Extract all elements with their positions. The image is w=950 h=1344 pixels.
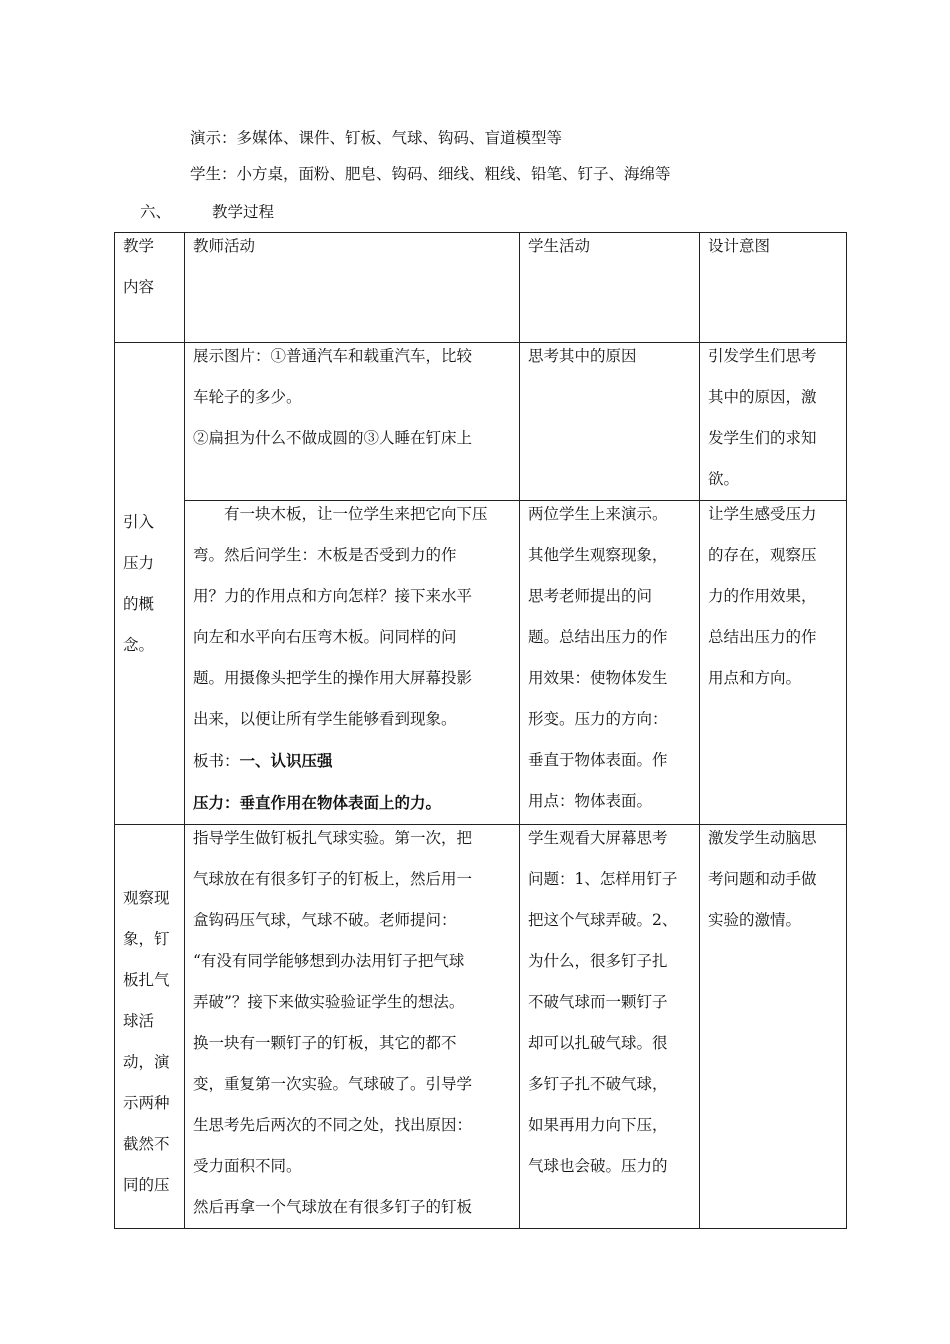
row1-board-title: 一、认识压强 <box>239 751 333 770</box>
header-content-text: 教学 内容 <box>123 237 155 296</box>
table-row <box>115 825 847 1229</box>
row2-teacher-text: 指导学生做钉板扎气球实验。第一次，把 气球放在有很多钉子的钉板上，然后用一 盒钩码压气球，气球不破。老师提问： “有没有同学能够想到办法用钉子把气球 弄破”？接下来做实验验证学生的想法。 换一块有一颗钉子的钉板，其它的都不 变，重复第一次实验。气球破了。引导学 生思考先后两次的不同之处，找出原因： 受力面积不同。 然后再拿一个气球放在有很多钉子的钉板 <box>193 829 473 1216</box>
teaching-process-table <box>114 232 847 1229</box>
header-intent-text: 设计意图 <box>708 237 771 255</box>
row2-content <box>115 825 185 1229</box>
row1-content <box>115 343 185 825</box>
header-student <box>520 233 700 343</box>
row1-teacher-b-body: 有一块木板，让一位学生来把它向下压 弯。然后问学生：木板是否受到力的作 用？力的作用点和方向怎样？接下来水平 向左和水平向右压弯木板。问同样的问 题。用摄像头把学生的操作用大屏幕投影 出来，以便让所有学生能够看到现象。 <box>193 505 488 728</box>
table-row <box>115 343 847 501</box>
row2-teacher <box>185 825 520 1229</box>
row2-intent-text: 激发学生动脑思 考问题和动手做 实验的激情。 <box>708 829 817 929</box>
row1-intent-a <box>700 343 847 501</box>
row1-teacher-b <box>185 501 520 825</box>
materials-student: 学生：小方桌，面粉、肥皂、钩码、细线、粗线、铅笔、钉子、海绵等 <box>190 165 671 183</box>
row1-student-a <box>520 343 700 501</box>
row1-teacher-a-text: 展示图片：①普通汽车和载重汽车，比较 车轮子的多少。 ②扁担为什么不做成圆的③人睡在钉床上 <box>193 347 473 447</box>
row2-student-text: 学生观看大屏幕思考 问题：1、怎样用钉子 把这个气球弄破。2、 为什么，很多钉子扎 不破气球而一颗钉子 却可以扎破气球。很 多钉子扎不破气球， 如果再用力向下压， 气球也会破。压力的 <box>528 829 678 1175</box>
row1-intent-b <box>700 501 847 825</box>
section-number: 六、 <box>140 203 172 221</box>
row1-intent-b-text: 让学生感受压力 的存在，观察压 力的作用效果， 总结出压力的作 用点和方向。 <box>708 505 817 687</box>
row1-intent-a-text: 引发学生们思考 其中的原因，激 发学生们的求知 欲。 <box>708 347 817 488</box>
header-student-text: 学生活动 <box>528 237 591 255</box>
section-title: 教学过程 <box>212 203 275 221</box>
row2-content-text: 观察现 象，钉 板扎气 球活 动，演 示两种 截然不 同的压 <box>123 888 170 1194</box>
row2-intent <box>700 825 847 1229</box>
header-teacher <box>185 233 520 343</box>
header-content <box>115 233 185 343</box>
materials-demo: 演示：多媒体、课件、钉板、气球、钩码、盲道模型等 <box>190 129 563 147</box>
table-header-row <box>115 233 847 343</box>
row1-teacher-b-text <box>193 494 511 740</box>
row1-pressure-definition: 压力：垂直作用在物体表面上的力。 <box>193 793 442 812</box>
row1-board-line <box>193 740 511 782</box>
header-teacher-text: 教师活动 <box>193 237 256 255</box>
row1-content-text: 引入 压力 的概 念。 <box>123 512 155 654</box>
row1-student-a-text: 思考其中的原因 <box>528 347 637 365</box>
header-intent <box>700 233 847 343</box>
row2-student <box>520 825 700 1229</box>
table-row <box>115 501 847 825</box>
row1-student-b <box>520 501 700 825</box>
row1-board-prefix: 板书： <box>193 752 240 770</box>
row1-teacher-a <box>185 343 520 501</box>
row1-student-b-text: 两位学生上来演示。 其他学生观察现象， 思考老师提出的问 题。总结出压力的作 用效果：使物体发生 形变。压力的方向： 垂直于物体表面。作 用点：物体表面。 <box>528 505 668 810</box>
